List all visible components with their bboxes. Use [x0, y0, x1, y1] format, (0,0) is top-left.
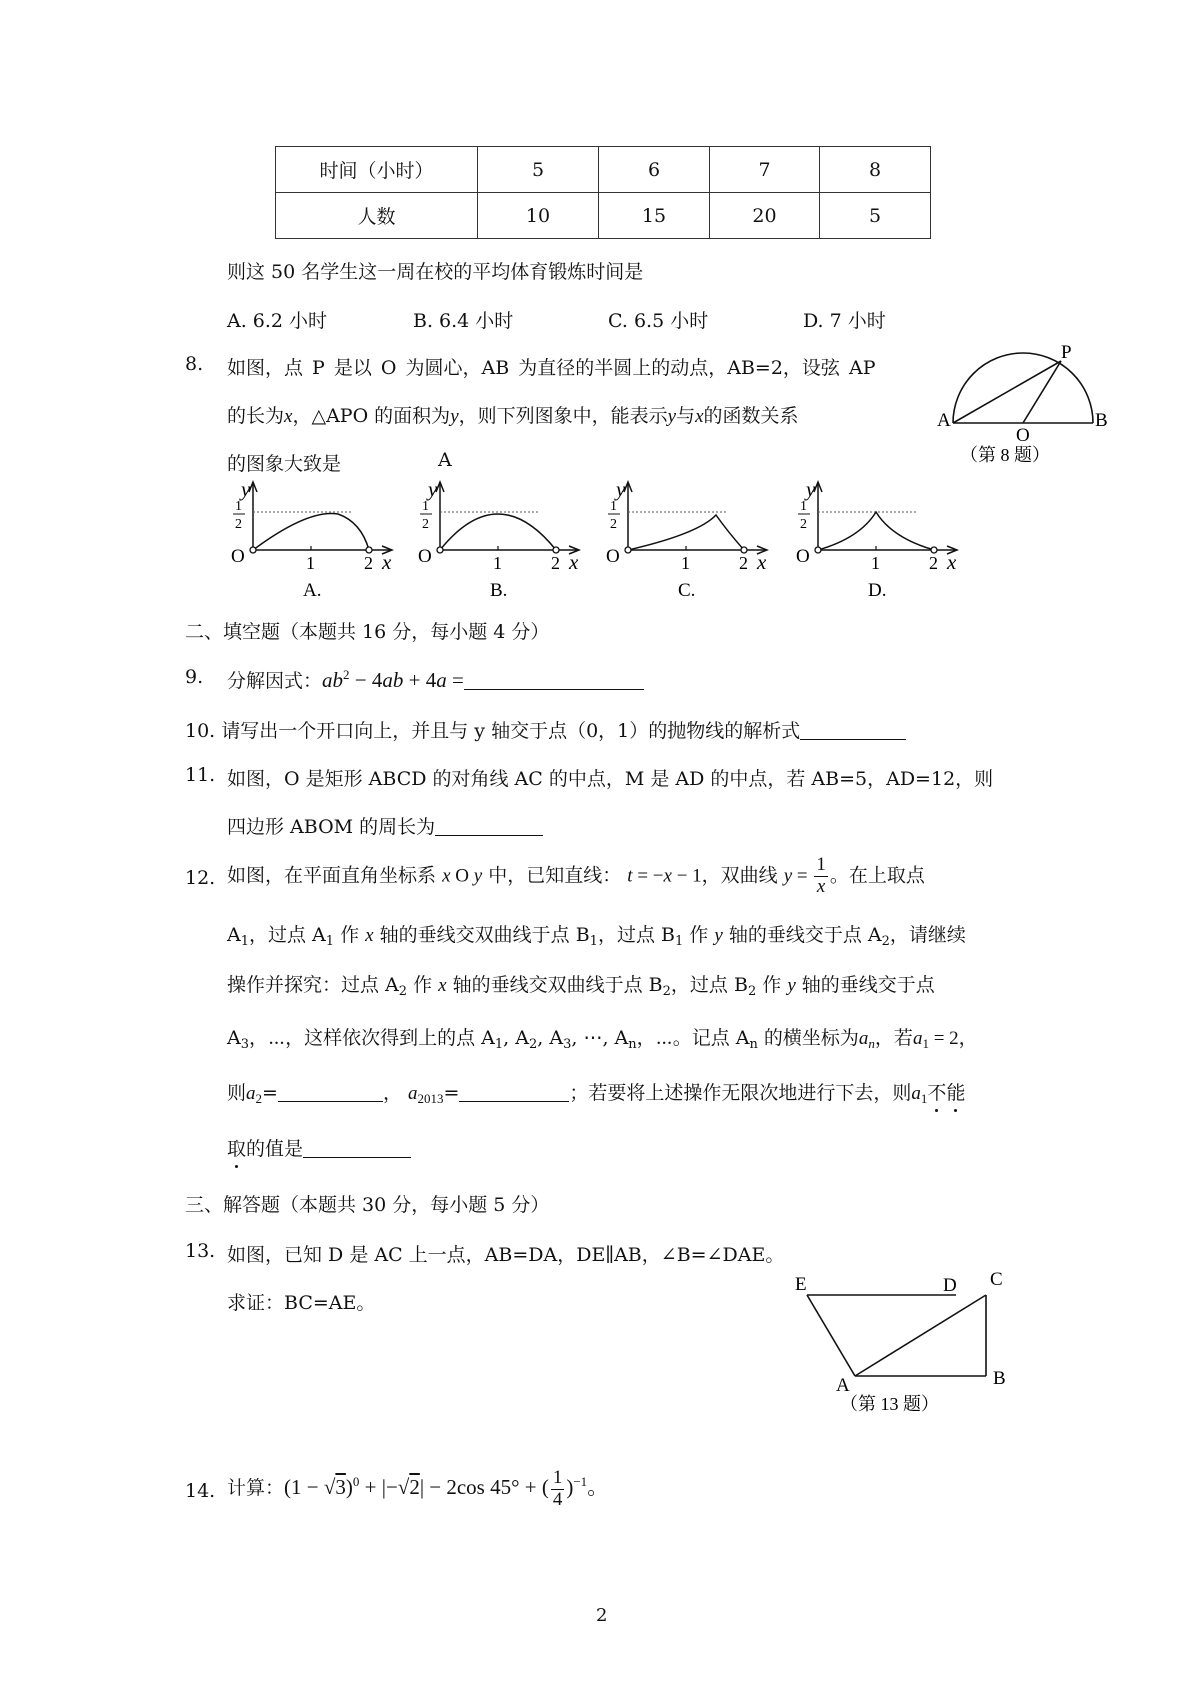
function-graph-option-a	[205, 477, 392, 608]
y-axis-label: y	[428, 477, 438, 501]
section-3-heading: 三、解答题（本题共 30 分，每小题 5 分）	[185, 1194, 550, 1216]
function-graph-option-d	[770, 477, 957, 608]
origin-open-dot	[625, 547, 631, 553]
point-o-label: O	[1016, 425, 1030, 446]
q13-figure	[780, 1265, 1020, 1415]
q7-option-c: C. 6.5 小时	[608, 310, 709, 332]
function-curve	[818, 512, 934, 550]
point-a-label: A	[836, 1375, 850, 1396]
q10: 10. 请写出一个开口向上，并且与 y 轴交于点（0，1）的抛物线的解析式	[185, 716, 906, 743]
answer-blank[interactable]	[800, 721, 906, 740]
table-cell: 人数	[276, 193, 478, 239]
x-axis-label: x	[757, 550, 767, 574]
q7-option-d: D. 7 小时	[803, 310, 886, 332]
table-cell: 6	[599, 147, 710, 193]
q8-number: 8.	[185, 353, 204, 375]
table-cell: 10	[478, 193, 599, 239]
origin-label: O	[418, 546, 432, 567]
half-denominator: 2	[610, 517, 617, 532]
tick-1-label: 1	[871, 553, 880, 573]
table-cell: 20	[710, 193, 820, 239]
point-p-label: P	[1061, 342, 1072, 363]
graph-option-label: B.	[490, 580, 508, 601]
q12-line2: $A_1$，过点 $A_1$ 作 x 轴的垂线交双曲线于点 $B_1$，过点 $B_1$ 作 y 轴的垂线交于点 $A_2$，请继续	[227, 924, 966, 949]
point-e-label: E	[795, 1274, 807, 1295]
q12-line6: 取的值是	[227, 1134, 411, 1161]
tick-1-label: 1	[493, 553, 502, 573]
origin-label: O	[231, 546, 245, 567]
section-2-heading: 二、填空题（本题共 16 分，每小题 4 分）	[185, 621, 550, 643]
x-axis-label: x	[569, 550, 579, 574]
point-d-label: D	[943, 1275, 957, 1296]
page-number: 2	[596, 1605, 608, 1626]
point-c-label: C	[990, 1269, 1003, 1290]
x-axis-label: x	[382, 550, 392, 574]
answer-blank[interactable]	[303, 1139, 411, 1158]
table-cell: 5	[478, 147, 599, 193]
table-row	[276, 193, 931, 239]
q8-line2: 的长为x，△APO 的面积为y，则下列图象中，能表示y与x的函数关系	[227, 405, 799, 427]
table-cell: 15	[599, 193, 710, 239]
q7-stem: 则这 50 名学生这一周在校的平均体育锻炼时间是	[227, 261, 644, 283]
q14-expression: 计算：$(1 - √3)^0 + |-√2| - 2\cos$ 45° + ( $\frac{1}{4}$ )$^{-1}$。	[227, 1467, 609, 1510]
q13-line2: 求证：BC=AE。	[227, 1292, 376, 1314]
q11-number: 11.	[185, 764, 216, 786]
function-graph-option-c	[580, 477, 767, 608]
q9-number: 9.	[185, 666, 204, 688]
half-denominator: 2	[235, 517, 242, 532]
function-curve	[440, 514, 556, 550]
function-graph-option-b	[392, 477, 579, 608]
y-axis-label: y	[241, 477, 251, 501]
semicircle-figure	[925, 342, 1108, 470]
point-b-label: B	[993, 1368, 1006, 1389]
tick-1-label: 1	[681, 553, 690, 573]
y-axis-label: y	[616, 477, 626, 501]
q11-line1: 如图，O 是矩形 ABCD 的对角线 AC 的中点，M 是 AD 的中点，若 AB=5，AD=12，则	[227, 768, 994, 790]
graph-option-label: D.	[868, 580, 887, 601]
origin-open-dot	[250, 547, 256, 553]
half-numerator: 1	[235, 499, 242, 514]
half-denominator: 2	[422, 517, 429, 532]
answer-blank[interactable]	[464, 671, 644, 690]
q7-option-a: A. 6.2 小时	[227, 310, 328, 332]
q12-number: 12.	[185, 867, 216, 889]
tick-2-label: 2	[364, 553, 373, 573]
half-numerator: 1	[610, 499, 617, 514]
q8-answer: A	[438, 449, 452, 471]
figure-caption: （第 13 题）	[840, 1394, 939, 1414]
tick-2-label: 2	[739, 553, 748, 573]
tick-1-label: 1	[306, 553, 315, 573]
q7-option-b: B. 6.4 小时	[413, 310, 514, 332]
table-row	[276, 147, 931, 193]
point-b-label: B	[1095, 410, 1108, 431]
y-axis-label: y	[806, 477, 816, 501]
q12-line1: 如图，在平面直角坐标系 x O y 中，已知直线： t = −x − 1，双曲线 y = $\frac{1}{x}$ 。在上取点	[227, 854, 925, 897]
q12-line3: 操作并探究：过点 $A_2$ 作 x 轴的垂线交双曲线于点 $B_2$，过点 $B_2$ 作 y 轴的垂线交于点	[227, 974, 935, 999]
graph-option-label: C.	[678, 580, 696, 601]
q9-text: 分解因式：$ab^2 - 4ab + 4a$ =	[227, 666, 644, 693]
table-cell: 时间（小时）	[276, 147, 478, 193]
half-denominator: 2	[800, 517, 807, 532]
half-numerator: 1	[422, 499, 429, 514]
q8-line1: 如图，点 P 是以 O 为圆心，AB 为直径的半圆上的动点，AB=2，设弦 AP	[227, 357, 876, 379]
function-curve	[253, 513, 369, 550]
answer-blank[interactable]	[278, 1083, 383, 1102]
answer-blank[interactable]	[435, 817, 543, 836]
tick-2-label: 2	[929, 553, 938, 573]
q12-line4: $A_3$，⋯，这样依次得到上的点 $A_1$, $A_2$, $A_3$, ⋯, $A_n$，⋯。记点 $A_n$ 的横坐标为$a_n$，若$a_1 = 2$，	[227, 1027, 978, 1052]
origin-open-dot	[437, 547, 443, 553]
table-cell: 7	[710, 147, 820, 193]
table-cell: 8	[820, 147, 931, 193]
q8-line3: 的图象大致是	[227, 453, 342, 475]
q12-line5: 则$a_2=$ ， $a_{2013}=$ ；若要将上述操作无限次地进行下去，则$a_1$不能	[227, 1082, 966, 1106]
answer-blank[interactable]	[459, 1083, 569, 1102]
graph-option-label: A.	[303, 580, 322, 601]
point-a-label: A	[937, 410, 951, 431]
exercise-time-table	[275, 146, 931, 239]
q14-number: 14.	[185, 1480, 216, 1502]
q13-line1: 如图，已知 D 是 AC 上一点，AB=DA，DE∥AB，∠B=∠DAE。	[227, 1244, 785, 1266]
q11-line2: 四边形 ABOM 的周长为	[227, 812, 543, 839]
origin-open-dot	[815, 547, 821, 553]
figure-caption: （第 8 题）	[960, 445, 1050, 465]
q13-number: 13.	[185, 1240, 216, 1262]
origin-label: O	[606, 546, 620, 567]
table-cell: 5	[820, 193, 931, 239]
half-numerator: 1	[800, 499, 807, 514]
tick-2-label: 2	[551, 553, 560, 573]
function-curve	[628, 515, 744, 550]
origin-label: O	[796, 546, 810, 567]
x-axis-label: x	[947, 550, 957, 574]
